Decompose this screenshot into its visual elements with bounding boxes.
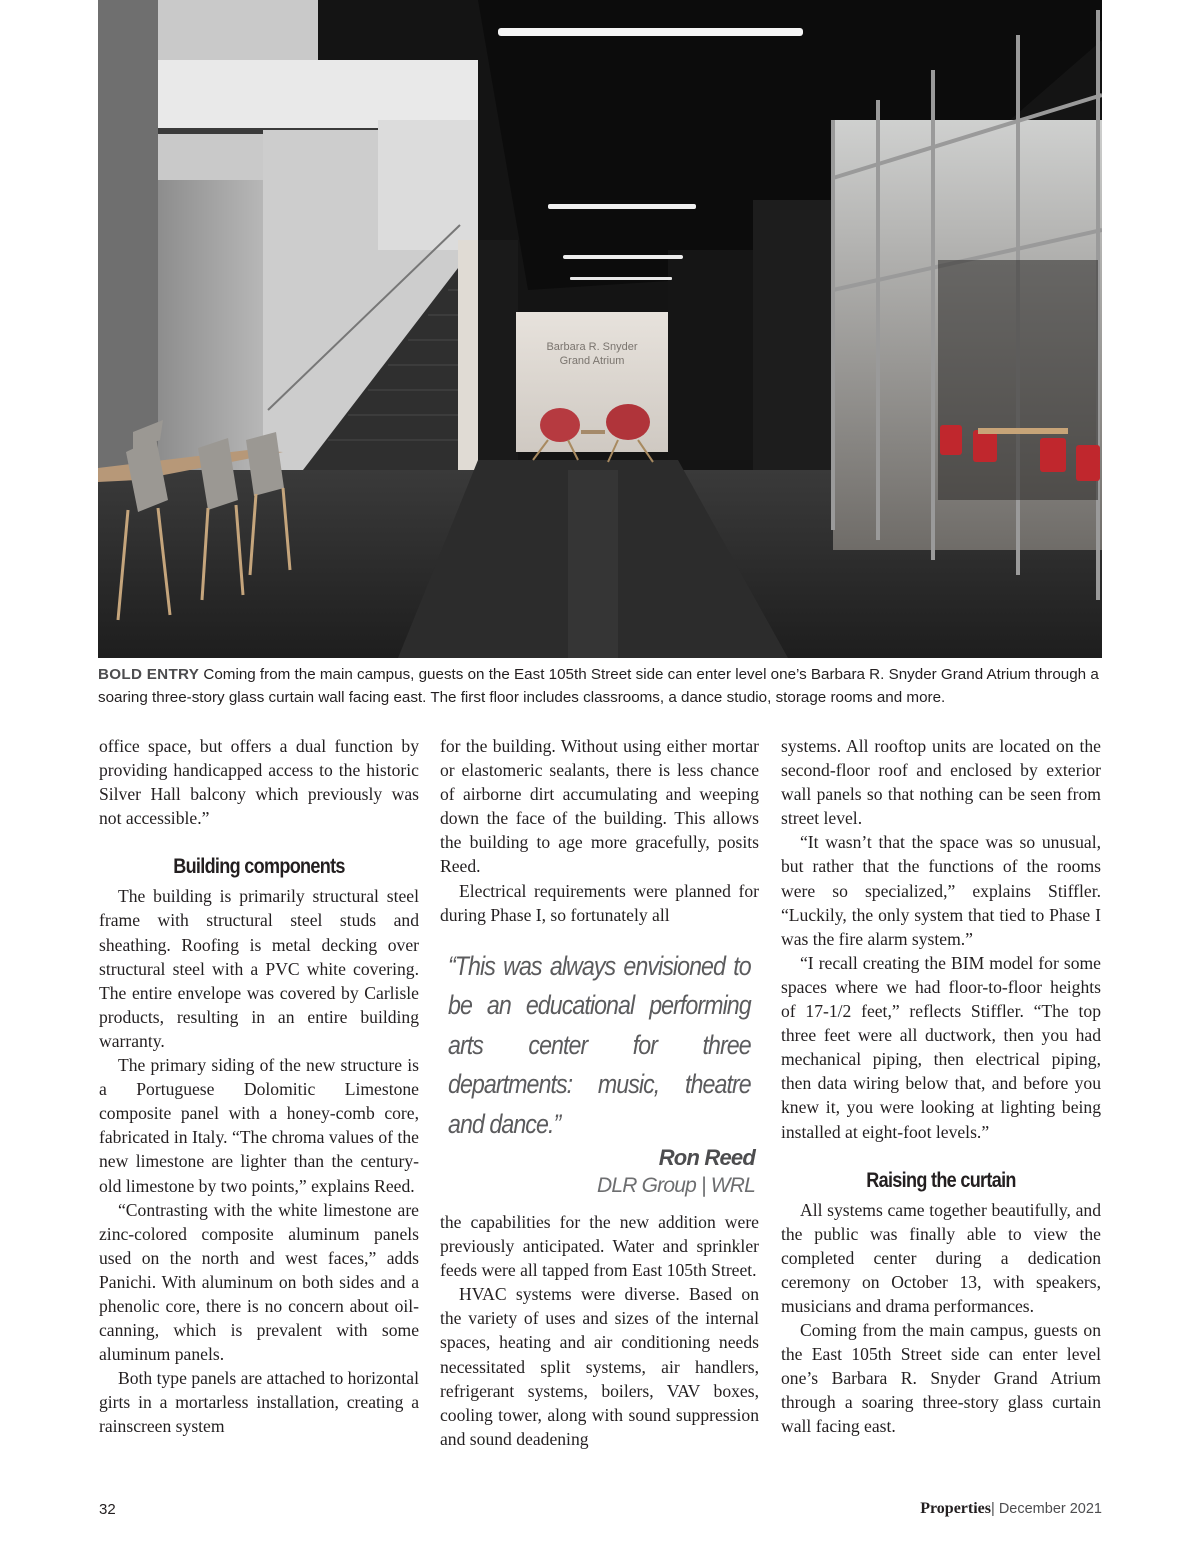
pull-quote-org: DLR Group | WRL [597, 1174, 755, 1198]
column-2-continued [440, 1210, 759, 1451]
paragraph: Electrical requirements were planned for during Phase I, so fortunately all [440, 880, 759, 925]
atrium-photo [98, 0, 1102, 658]
magazine-name: Properties [920, 1500, 992, 1517]
pull-quote [440, 947, 759, 1199]
sign-line-2: Grand Atrium [559, 355, 625, 367]
pull-quote-text: “This was always envisioned to be an educational performing arts center for three departments: music, theatre and dance.” [448, 950, 751, 1139]
publication-footer [920, 1500, 1102, 1518]
paragraph: “It wasn’t that the space was so unusual, but rather that the functions of the rooms were so specialized,” explains Stiffler. “Luckily, the only system that tied to Phase I was the fire alarm system.” [781, 832, 1101, 949]
page-number: 32 [99, 1501, 116, 1518]
article-column-2 [440, 734, 759, 1449]
footer-separator: | [991, 1501, 995, 1517]
caption-text: Coming from the main campus, guests on the East 105th Street side can enter level one’s Barbara R. Snyder Grand Atrium through a soaring three-story glass curtain wall facing east. The first floor includes classrooms, a dance studio, storage rooms and more. [98, 666, 1099, 706]
paragraph: “I recall creating the BIM model for some spaces where we had floor-to-floor heights of 17-1/2 feet,” reflects Stiffler. “The top three feet were all ductwork, then you had mechanical piping, then electrical piping, then data wiring below that, and before you knew it, you were looking at lighting being installed at eight-foot levels.” [781, 952, 1101, 1142]
paragraph: Coming from the main campus, guests on the East 105th Street side can enter level one’s Barbara R. Snyder Grand Atrium through a soaring three-story glass curtain wall facing east. [781, 1320, 1101, 1437]
paragraph: “Contrasting with the white limestone are zinc-colored composite aluminum panels used on the north and west faces,” adds Panichi. With aluminum on both sides and a phenolic core, there is no concern about oil-canning, which is prevalent with some aluminum panels. [99, 1199, 419, 1365]
article-column-3 [781, 734, 1101, 1439]
paragraph: office space, but offers a dual function by providing handicapped access to the historic Silver Hall balcony which previously was not accessible.” [99, 736, 419, 829]
paragraph: The primary siding of the new structure is a Portuguese Dolomitic Limestone composite panel with a honey-comb core, fabricated in Italy. “The chroma values of the new limestone are lighter than the century-old limestone by two points,” explains Reed. [99, 1055, 419, 1196]
paragraph: systems. All rooftop units are located on the second-floor roof and enclosed by exterior wall panels so that nothing can be seen from street level. [781, 736, 1101, 829]
section-heading-raising-the-curtain: Raising the curtain [866, 1168, 1016, 1192]
caption-lead: BOLD ENTRY [98, 666, 200, 683]
pull-quote-name: Ron Reed [658, 1145, 755, 1171]
paragraph: Both type panels are attached to horizontal girts in a mortarless installation, creating a rainscreen system [99, 1368, 419, 1437]
paragraph: for the building. Without using either mortar or elastomeric sealants, there is less chance of airborne dirt accumulating and weeping down the face of the building. This allows the building to age more gracefully, posits Reed. [440, 736, 759, 877]
paragraph: All systems came together beautifully, and the public was finally able to view the completed center during a dedication ceremony on October 13, with speakers, musicians and drama performances. [781, 1199, 1101, 1316]
article-column-1 [99, 734, 419, 1439]
section-heading-building-components: Building components [173, 855, 345, 879]
paragraph: The building is primarily structural steel frame with structural steel studs and sheathing. Roofing is metal decking over structural steel with a PVC white covering. The entire envelope was covered by Carlisle products, resulting in an entire building warranty. [99, 886, 419, 1051]
paragraph: HVAC systems were diverse. Based on the variety of uses and sizes of the internal spaces, heating and air conditioning needs necessitated split systems, air handlers, refrigerant systems, boilers, VAV boxes, cooling tower, along with sound suppression and sound deadening [440, 1284, 759, 1449]
paragraph: the capabilities for the new addition were previously anticipated. Water and sprinkler feeds were all tapped from East 105th Street. [440, 1212, 759, 1281]
sign-line-1: Barbara R. Snyder [546, 341, 638, 353]
photo-caption [98, 664, 1102, 709]
issue-date: December 2021 [994, 1501, 1102, 1517]
